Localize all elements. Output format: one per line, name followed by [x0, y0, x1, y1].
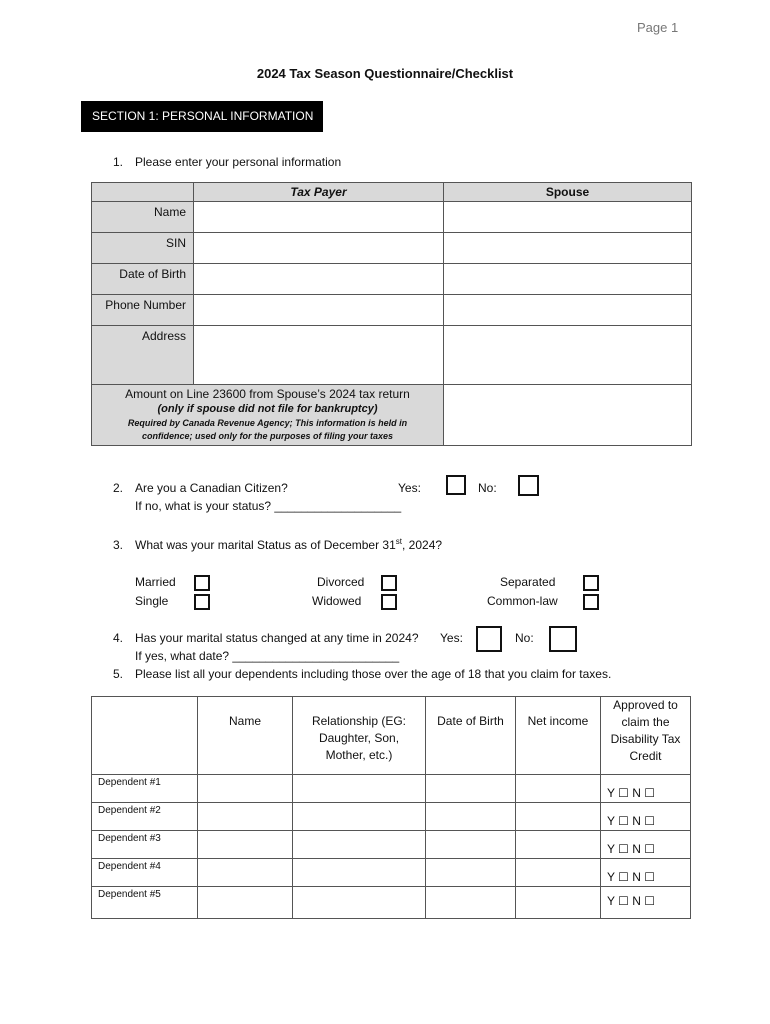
dependents-corner: [92, 697, 198, 775]
dependent-2-label: Dependent #2: [92, 803, 198, 831]
dependent-4-name[interactable]: [198, 859, 293, 887]
spouse-dob-field[interactable]: [444, 264, 692, 295]
question-5: [113, 667, 611, 681]
dependent-3-name[interactable]: [198, 831, 293, 859]
option-divorced-label: Divorced: [317, 575, 365, 589]
question-text-end: , 2024?: [402, 538, 443, 552]
corner-cell: [92, 183, 194, 202]
page-number: Page 1: [637, 20, 679, 35]
header-relationship: Relationship (EG: Daughter, Son, Mother, etc.): [293, 697, 426, 775]
dependent-5-relationship[interactable]: [293, 887, 426, 919]
cra-note-1: Required by Canada Revenue Agency; This information is held in: [127, 418, 408, 428]
status-followup: If no, what is your status? ___________________: [135, 499, 402, 513]
question-number: 2.: [113, 481, 124, 495]
dependent-3-label: Dependent #3: [92, 831, 198, 859]
question-2: [113, 481, 288, 495]
taxpayer-dob-field[interactable]: [194, 264, 444, 295]
married-checkbox[interactable]: [194, 575, 210, 591]
question-4: [113, 631, 419, 645]
question-text: Has your marital status changed at any time in 2024?: [135, 631, 419, 645]
option-married-label: Married: [135, 575, 176, 589]
dependent-1-dob[interactable]: [426, 775, 516, 803]
header-disability-credit: Approved to claim the Disability Tax Credit: [601, 697, 691, 775]
widowed-checkbox[interactable]: [381, 594, 397, 610]
citizen-yes-label: Yes:: [398, 481, 421, 495]
row-label-address: Address: [92, 326, 194, 385]
taxpayer-name-field[interactable]: [194, 202, 444, 233]
option-common-law-label: Common-law: [487, 594, 558, 608]
spouse-phone-field[interactable]: [444, 295, 692, 326]
dependent-3-relationship[interactable]: [293, 831, 426, 859]
line-23600-text: Amount on Line 23600 from Spouse’s 2024 tax return: [125, 387, 410, 401]
option-separated-label: Separated: [500, 575, 556, 589]
taxpayer-phone-field[interactable]: [194, 295, 444, 326]
dependent-1-yn[interactable]: Y ☐ N ☐: [601, 775, 691, 803]
divorced-checkbox[interactable]: [381, 575, 397, 591]
question-text: Are you a Canadian Citizen?: [135, 481, 288, 495]
superscript: st: [395, 537, 403, 546]
dependent-5-dob[interactable]: [426, 887, 516, 919]
document-title: 2024 Tax Season Questionnaire/Checklist: [256, 66, 514, 81]
question-number: 4.: [113, 631, 124, 645]
dependent-5-name[interactable]: [198, 887, 293, 919]
taxpayer-address-field[interactable]: [194, 326, 444, 385]
line-23600-note: (only if spouse did not file for bankruptcy): [157, 403, 378, 415]
question-number: 5.: [113, 667, 124, 681]
line-23600-field[interactable]: [444, 385, 692, 446]
row-label-sin: SIN: [92, 233, 194, 264]
dependent-2-name[interactable]: [198, 803, 293, 831]
dependent-3-yn[interactable]: Y ☐ N ☐: [601, 831, 691, 859]
common-law-checkbox[interactable]: [583, 594, 599, 610]
date-followup: If yes, what date? _________________________: [135, 649, 400, 663]
taxpayer-sin-field[interactable]: [194, 233, 444, 264]
dependent-1-relationship[interactable]: [293, 775, 426, 803]
spouse-sin-field[interactable]: [444, 233, 692, 264]
dependent-3-income[interactable]: [516, 831, 601, 859]
dependent-3-dob[interactable]: [426, 831, 516, 859]
dependent-2-relationship[interactable]: [293, 803, 426, 831]
status-changed-no-checkbox[interactable]: [549, 626, 577, 652]
section-1-header: SECTION 1: PERSONAL INFORMATION: [81, 101, 323, 132]
dependent-4-income[interactable]: [516, 859, 601, 887]
question-text: What was your marital Status as of December 31: [135, 538, 396, 552]
dependents-table: [91, 696, 691, 919]
header-name: Name: [198, 697, 293, 775]
dependent-1-label: Dependent #1: [92, 775, 198, 803]
spouse-header: Spouse: [444, 183, 692, 202]
question-number: 3.: [113, 538, 124, 552]
dependent-2-yn[interactable]: Y ☐ N ☐: [601, 803, 691, 831]
status-changed-yes-label: Yes:: [440, 631, 463, 645]
row-label-name: Name: [92, 202, 194, 233]
spouse-address-field[interactable]: [444, 326, 692, 385]
dependent-1-name[interactable]: [198, 775, 293, 803]
dependent-2-dob[interactable]: [426, 803, 516, 831]
header-net-income: Net income: [516, 697, 601, 775]
dependent-5-yn[interactable]: Y ☐ N ☐: [601, 887, 691, 919]
status-changed-yes-checkbox[interactable]: [476, 626, 502, 652]
row-label-dob: Date of Birth: [92, 264, 194, 295]
personal-info-table: [91, 182, 692, 446]
question-text: Please list all your dependents including those over the age of 18 that you claim for taxes.: [135, 667, 612, 681]
dependent-5-label: Dependent #5: [92, 887, 198, 919]
citizen-no-checkbox[interactable]: [518, 475, 539, 496]
citizen-yes-checkbox[interactable]: [446, 475, 466, 495]
dependent-2-income[interactable]: [516, 803, 601, 831]
line-23600-label: [92, 385, 444, 446]
dependent-1-income[interactable]: [516, 775, 601, 803]
row-label-phone: Phone Number: [92, 295, 194, 326]
citizen-no-label: No:: [478, 481, 497, 495]
single-checkbox[interactable]: [194, 594, 210, 610]
option-widowed-label: Widowed: [312, 594, 362, 608]
dependent-5-income[interactable]: [516, 887, 601, 919]
dependent-4-label: Dependent #4: [92, 859, 198, 887]
dependent-4-yn[interactable]: Y ☐ N ☐: [601, 859, 691, 887]
separated-checkbox[interactable]: [583, 575, 599, 591]
spouse-name-field[interactable]: [444, 202, 692, 233]
dependent-4-dob[interactable]: [426, 859, 516, 887]
question-number: 1.: [113, 155, 124, 169]
question-text: Please enter your personal information: [135, 155, 342, 169]
header-dob: Date of Birth: [426, 697, 516, 775]
dependent-4-relationship[interactable]: [293, 859, 426, 887]
question-1: [113, 155, 341, 169]
taxpayer-header: Tax Payer: [194, 183, 444, 202]
question-3: [113, 537, 442, 552]
option-single-label: Single: [135, 594, 169, 608]
status-changed-no-label: No:: [515, 631, 534, 645]
cra-note-2: confidence; used only for the purposes of filing your taxes: [141, 431, 394, 441]
